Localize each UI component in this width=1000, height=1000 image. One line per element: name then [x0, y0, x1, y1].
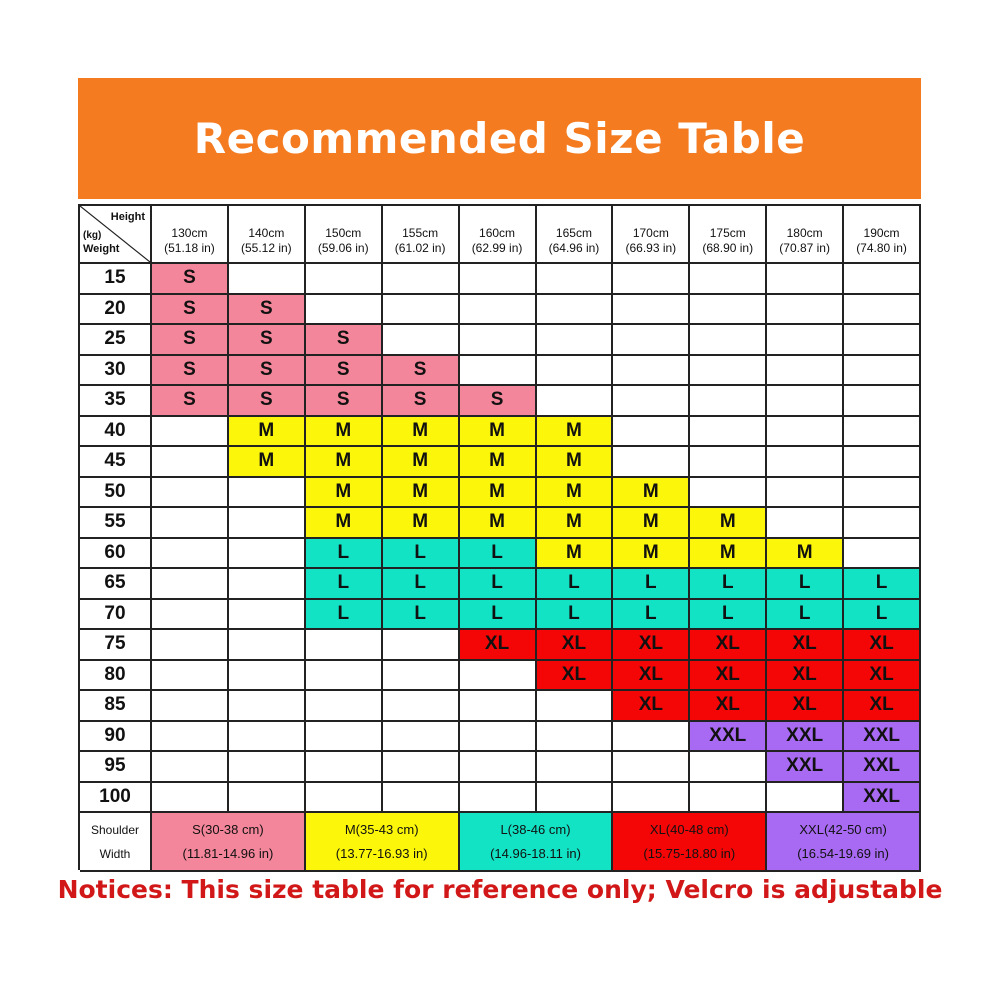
size-cell: L	[844, 600, 921, 631]
size-cell: XL	[767, 630, 844, 661]
empty-cell	[767, 295, 844, 326]
empty-cell	[152, 691, 229, 722]
size-cell: XL	[844, 691, 921, 722]
shoulder-in: (16.54-19.69 in)	[797, 845, 889, 861]
height-header	[460, 206, 537, 264]
size-cell: L	[306, 539, 383, 570]
empty-cell	[767, 508, 844, 539]
size-cell: XL	[690, 630, 767, 661]
empty-cell	[537, 783, 614, 814]
height-header	[844, 206, 921, 264]
empty-cell	[537, 386, 614, 417]
empty-cell	[844, 386, 921, 417]
size-cell: S	[383, 386, 460, 417]
size-cell: L	[690, 600, 767, 631]
empty-cell	[229, 264, 306, 295]
empty-cell	[460, 356, 537, 387]
size-cell: XL	[844, 630, 921, 661]
weight-label: 50	[80, 478, 152, 509]
size-cell: XXL	[767, 752, 844, 783]
size-cell: M	[383, 508, 460, 539]
size-cell: XXL	[844, 722, 921, 753]
height-in: (62.99 in)	[471, 241, 523, 255]
weight-label: 15	[80, 264, 152, 295]
height-cm: 190cm	[863, 226, 900, 240]
size-cell: M	[229, 447, 306, 478]
empty-cell	[383, 691, 460, 722]
size-cell: L	[767, 569, 844, 600]
empty-cell	[306, 264, 383, 295]
size-cell: M	[537, 417, 614, 448]
size-cell: M	[460, 447, 537, 478]
size-cell: XL	[690, 661, 767, 692]
empty-cell	[152, 539, 229, 570]
empty-cell	[844, 478, 921, 509]
shoulder-width-cell	[152, 813, 306, 872]
empty-cell	[767, 447, 844, 478]
size-cell: L	[537, 600, 614, 631]
empty-cell	[383, 295, 460, 326]
empty-cell	[306, 630, 383, 661]
size-cell: XL	[767, 691, 844, 722]
size-cell: S	[152, 356, 229, 387]
empty-cell	[690, 752, 767, 783]
shoulder-in: (15.75-18.80 in)	[643, 845, 736, 861]
empty-cell	[613, 722, 690, 753]
empty-cell	[613, 752, 690, 783]
size-cell: M	[306, 478, 383, 509]
size-cell: M	[383, 417, 460, 448]
empty-cell	[383, 325, 460, 356]
height-cm: 140cm	[248, 226, 285, 240]
empty-cell	[383, 722, 460, 753]
empty-cell	[229, 539, 306, 570]
size-cell: L	[383, 569, 460, 600]
empty-cell	[306, 661, 383, 692]
empty-cell	[229, 691, 306, 722]
size-cell: M	[537, 478, 614, 509]
empty-cell	[690, 417, 767, 448]
size-cell: L	[460, 600, 537, 631]
size-cell: M	[537, 508, 614, 539]
notice-text: Notices: This size table for reference only; Velcro is adjustable	[57, 875, 943, 904]
empty-cell	[690, 295, 767, 326]
size-cell: XL	[767, 661, 844, 692]
empty-cell	[460, 722, 537, 753]
size-cell: S	[152, 386, 229, 417]
empty-cell	[229, 752, 306, 783]
empty-cell	[844, 539, 921, 570]
size-cell: M	[460, 508, 537, 539]
empty-cell	[229, 661, 306, 692]
empty-cell	[767, 356, 844, 387]
size-cell: L	[690, 569, 767, 600]
empty-cell	[460, 295, 537, 326]
height-cm: 155cm	[402, 226, 439, 240]
size-cell: XL	[844, 661, 921, 692]
height-in: (66.93 in)	[625, 241, 677, 255]
size-cell: L	[460, 539, 537, 570]
size-table	[78, 204, 921, 870]
shoulder-cm: XL(40-48 cm)	[649, 821, 729, 837]
shoulder-cm: S(30-38 cm)	[192, 821, 264, 837]
empty-cell	[537, 691, 614, 722]
height-in: (61.02 in)	[394, 241, 446, 255]
size-cell: S	[152, 325, 229, 356]
size-cell: S	[306, 356, 383, 387]
weight-label: 60	[80, 539, 152, 570]
empty-cell	[690, 325, 767, 356]
empty-cell	[229, 722, 306, 753]
empty-cell	[460, 752, 537, 783]
empty-cell	[152, 752, 229, 783]
empty-cell	[152, 783, 229, 814]
size-cell: XL	[690, 691, 767, 722]
empty-cell	[844, 325, 921, 356]
empty-cell	[844, 447, 921, 478]
empty-cell	[306, 295, 383, 326]
size-cell: L	[383, 539, 460, 570]
empty-cell	[152, 661, 229, 692]
empty-cell	[152, 447, 229, 478]
empty-cell	[537, 295, 614, 326]
empty-cell	[844, 356, 921, 387]
weight-label: 55	[80, 508, 152, 539]
weight-label: 30	[80, 356, 152, 387]
height-axis-label: Height	[110, 211, 145, 223]
empty-cell	[613, 783, 690, 814]
empty-cell	[152, 417, 229, 448]
size-cell: S	[229, 295, 306, 326]
shoulder-in: (14.96-18.11 in)	[490, 845, 581, 861]
weight-label: 95	[80, 752, 152, 783]
height-header	[767, 206, 844, 264]
empty-cell	[383, 783, 460, 814]
size-cell: S	[229, 386, 306, 417]
size-cell: M	[306, 417, 383, 448]
height-header	[306, 206, 383, 264]
weight-label: 20	[80, 295, 152, 326]
size-cell: L	[844, 569, 921, 600]
weight-label: 100	[80, 783, 152, 814]
shoulder-label-line2: Width	[99, 846, 131, 861]
size-cell: M	[767, 539, 844, 570]
weight-label: 85	[80, 691, 152, 722]
shoulder-width-label	[80, 813, 152, 872]
size-cell: L	[460, 569, 537, 600]
height-cm: 180cm	[786, 226, 823, 240]
size-cell: M	[383, 478, 460, 509]
empty-cell	[537, 264, 614, 295]
empty-cell	[229, 630, 306, 661]
size-cell: XL	[460, 630, 537, 661]
size-cell: S	[306, 325, 383, 356]
weight-label: 70	[80, 600, 152, 631]
size-cell: XXL	[844, 783, 921, 814]
empty-cell	[537, 752, 614, 783]
shoulder-width-cell	[460, 813, 614, 872]
height-header	[613, 206, 690, 264]
size-cell: S	[229, 356, 306, 387]
empty-cell	[383, 661, 460, 692]
size-cell: L	[613, 600, 690, 631]
empty-cell	[383, 752, 460, 783]
page-title: Recommended Size Table	[193, 114, 806, 163]
shoulder-cm: L(38-46 cm)	[500, 821, 571, 837]
empty-cell	[537, 722, 614, 753]
height-in: (74.80 in)	[856, 241, 907, 255]
height-cm: 165cm	[555, 226, 592, 240]
empty-cell	[690, 264, 767, 295]
size-cell: L	[537, 569, 614, 600]
shoulder-width-cell	[306, 813, 460, 872]
size-cell: S	[383, 356, 460, 387]
height-in: (55.12 in)	[240, 241, 292, 255]
empty-cell	[690, 478, 767, 509]
size-cell: M	[690, 508, 767, 539]
empty-cell	[690, 447, 767, 478]
height-in: (68.90 in)	[702, 241, 754, 255]
size-cell: S	[306, 386, 383, 417]
empty-cell	[613, 356, 690, 387]
shoulder-width-cell	[613, 813, 767, 872]
empty-cell	[152, 508, 229, 539]
size-cell: L	[306, 600, 383, 631]
weight-axis-label: Weight	[83, 243, 120, 255]
size-cell: L	[767, 600, 844, 631]
weight-label: 65	[80, 569, 152, 600]
height-in: (51.18 in)	[164, 241, 215, 255]
weight-label: 75	[80, 630, 152, 661]
shoulder-cm: M(35-43 cm)	[344, 821, 419, 837]
empty-cell	[690, 386, 767, 417]
height-cm: 130cm	[171, 226, 208, 240]
weight-label: 25	[80, 325, 152, 356]
empty-cell	[229, 600, 306, 631]
size-cell: XXL	[844, 752, 921, 783]
empty-cell	[844, 417, 921, 448]
empty-cell	[152, 630, 229, 661]
empty-cell	[767, 417, 844, 448]
corner-header	[80, 206, 152, 264]
empty-cell	[690, 783, 767, 814]
size-cell: M	[306, 508, 383, 539]
empty-cell	[613, 264, 690, 295]
size-cell: M	[613, 508, 690, 539]
empty-cell	[767, 478, 844, 509]
weight-label: 35	[80, 386, 152, 417]
size-cell: XL	[537, 630, 614, 661]
height-in: (64.96 in)	[548, 241, 600, 255]
empty-cell	[613, 325, 690, 356]
empty-cell	[306, 691, 383, 722]
empty-cell	[383, 264, 460, 295]
size-cell: XL	[613, 661, 690, 692]
height-cm: 150cm	[325, 226, 362, 240]
size-cell: S	[460, 386, 537, 417]
size-cell: M	[537, 447, 614, 478]
height-header	[383, 206, 460, 264]
size-cell: XL	[613, 630, 690, 661]
weight-label: 80	[80, 661, 152, 692]
size-cell: M	[537, 539, 614, 570]
size-cell: L	[613, 569, 690, 600]
size-cell: S	[152, 295, 229, 326]
height-in: (70.87 in)	[779, 241, 830, 255]
empty-cell	[460, 325, 537, 356]
size-cell: M	[460, 417, 537, 448]
empty-cell	[306, 783, 383, 814]
height-header	[537, 206, 614, 264]
empty-cell	[152, 569, 229, 600]
empty-cell	[460, 661, 537, 692]
weight-label: 40	[80, 417, 152, 448]
empty-cell	[383, 630, 460, 661]
empty-cell	[690, 356, 767, 387]
height-cm: 160cm	[479, 226, 516, 240]
empty-cell	[229, 508, 306, 539]
height-header	[229, 206, 306, 264]
empty-cell	[613, 447, 690, 478]
empty-cell	[767, 386, 844, 417]
empty-cell	[306, 752, 383, 783]
empty-cell	[844, 264, 921, 295]
empty-cell	[537, 356, 614, 387]
empty-cell	[306, 722, 383, 753]
empty-cell	[152, 722, 229, 753]
size-cell: L	[383, 600, 460, 631]
weight-unit-label: (kg)	[83, 230, 102, 241]
size-cell: S	[229, 325, 306, 356]
shoulder-in: (11.81-14.96 in)	[182, 845, 274, 861]
empty-cell	[229, 783, 306, 814]
empty-cell	[460, 691, 537, 722]
shoulder-cm: XXL(42-50 cm)	[799, 821, 887, 837]
shoulder-in: (13.77-16.93 in)	[335, 845, 428, 861]
size-cell: M	[613, 478, 690, 509]
empty-cell	[767, 264, 844, 295]
size-cell: M	[613, 539, 690, 570]
empty-cell	[460, 264, 537, 295]
empty-cell	[152, 478, 229, 509]
size-cell: M	[460, 478, 537, 509]
size-cell: M	[690, 539, 767, 570]
weight-label: 90	[80, 722, 152, 753]
title-banner	[78, 78, 921, 199]
size-cell: L	[306, 569, 383, 600]
empty-cell	[767, 325, 844, 356]
empty-cell	[844, 508, 921, 539]
empty-cell	[613, 417, 690, 448]
empty-cell	[460, 783, 537, 814]
empty-cell	[613, 295, 690, 326]
empty-cell	[767, 783, 844, 814]
weight-label: 45	[80, 447, 152, 478]
height-cm: 170cm	[632, 226, 669, 240]
height-in: (59.06 in)	[317, 241, 369, 255]
empty-cell	[229, 569, 306, 600]
size-cell: S	[152, 264, 229, 295]
empty-cell	[844, 295, 921, 326]
empty-cell	[152, 600, 229, 631]
empty-cell	[229, 478, 306, 509]
height-header	[690, 206, 767, 264]
empty-cell	[537, 325, 614, 356]
size-cell: M	[383, 447, 460, 478]
size-cell: XL	[613, 691, 690, 722]
shoulder-width-cell	[767, 813, 921, 872]
size-cell: XXL	[767, 722, 844, 753]
size-cell: XXL	[690, 722, 767, 753]
size-cell: M	[229, 417, 306, 448]
size-cell: XL	[537, 661, 614, 692]
height-header	[152, 206, 229, 264]
empty-cell	[613, 386, 690, 417]
height-cm: 175cm	[709, 226, 746, 240]
shoulder-label-line1: Shoulder	[90, 822, 140, 837]
size-cell: M	[306, 447, 383, 478]
